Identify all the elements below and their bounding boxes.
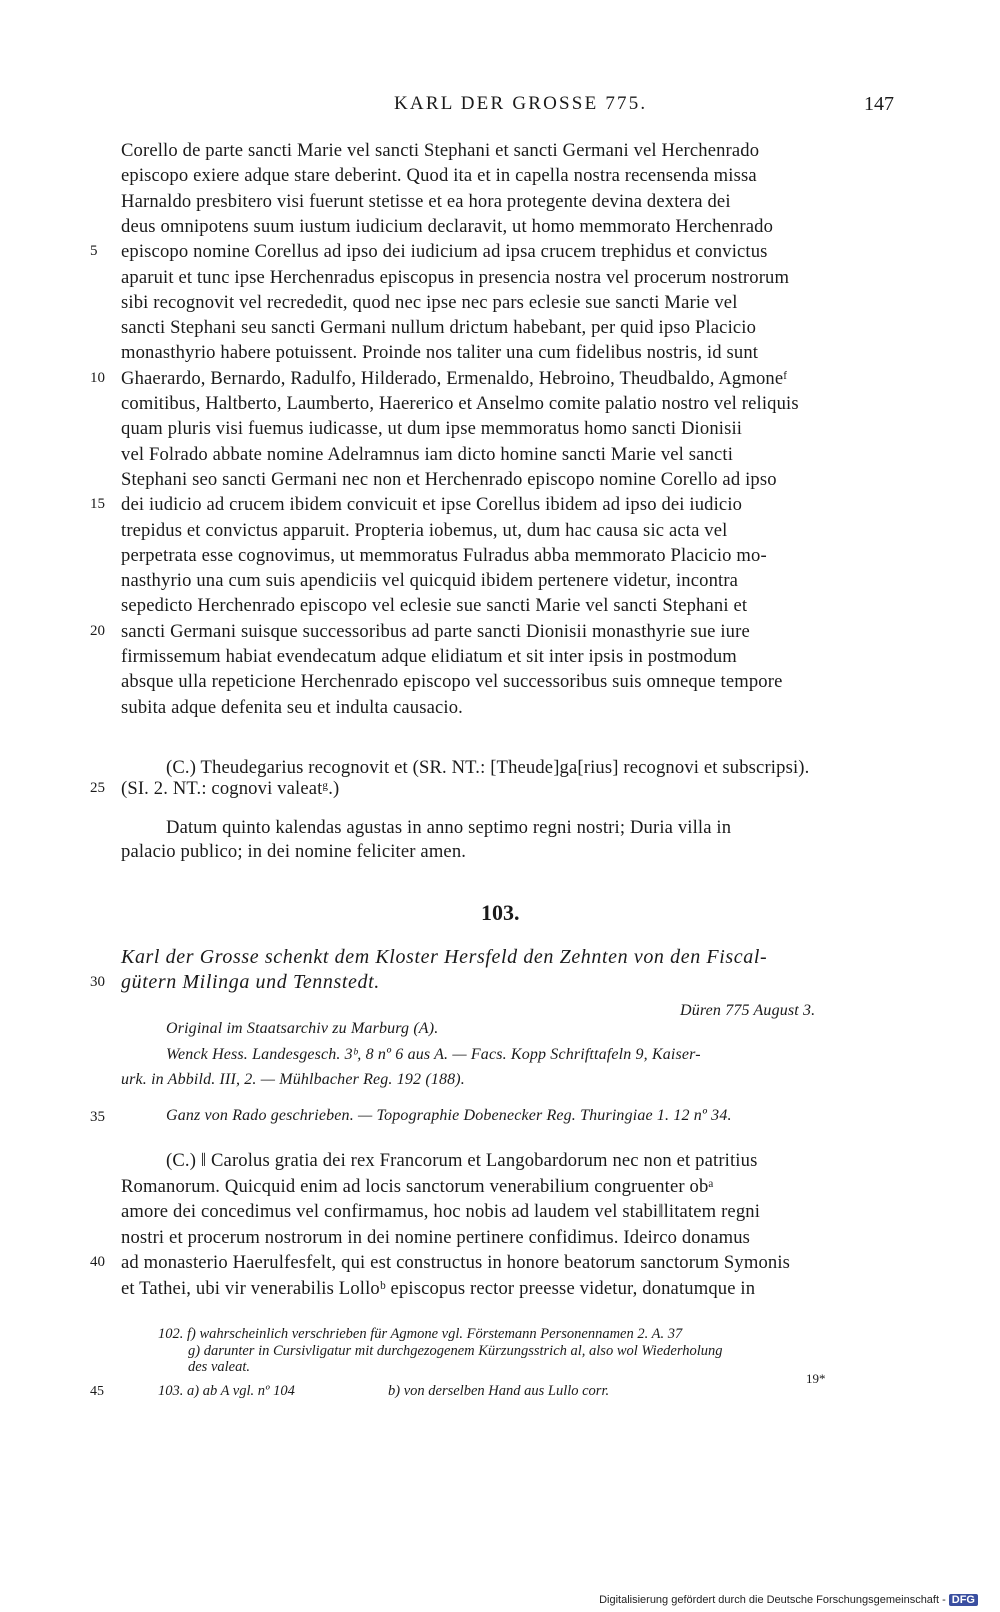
text-line: subita adque defenita seu et indulta causacio. [121,696,463,718]
text-line: comitibus, Haltberto, Laumberto, Haererico et Anselmo comite palatio nostro vel reliquis [121,393,799,414]
dfg-logo: DFG [949,1594,978,1606]
text-line: nasthyrio una cum suis apendiciis vel quicquid ibidem pertenere videtur, incontra [121,570,739,592]
line-number: 20 [90,622,105,639]
line-number: 15 [90,496,105,513]
document-number: 103. [481,900,520,925]
line-number: 30 [90,974,105,990]
line-number: 35 [90,1109,105,1125]
text-line: firmissemum habiat evendecatum adque elidiatum et sit inter ipsis in postmodum [121,646,737,667]
regest-title: gütern Milinga und Tennstedt. [121,971,380,993]
sheet-signature: 19* [806,1371,826,1386]
line-number: 5 [90,243,98,260]
subscription-line: (SI. 2. NT.: cognovi valeatᵍ.) [121,778,340,799]
line-number: 45 [90,1384,104,1399]
text-line: perpetrata esse cognovimus, ut memmoratus Fulradus abba memmorato Placicio mo- [121,544,767,566]
subscription-line: (C.) Theudegarius recognovit et (SR. NT.: [Theude]ga[rius] recognovi et subscripsi). [166,757,810,778]
regest-title: Karl der Grosse schenkt dem Kloster Hersfeld den Zehnten von den Fiscal- [121,946,768,968]
text-line: dei iudicio ad crucem ibidem convicuit et ipse Corellus ibidem ad ipso dei iudicio [121,494,743,516]
footnote: b) von derselben Hand aus Lullo corr. [388,1383,610,1399]
text-line: monasthyrio habere potuissent. Proinde nos taliter una cum fidelibus nostris, id sunt [121,342,759,364]
footnote: 102. f) wahrscheinlich verschrieben für Agmone vgl. Förstemann Personennamen 2. A. 37 [158,1326,683,1342]
text-line: sibi recognovit vel recrededit, quod nec ipse nec pars eclesie sue sancti Marie vel [121,291,738,313]
footnote: des valeat. [188,1359,251,1375]
text-line: deus omnipotens suum iustum iudicium declaravit, ut homo memmorato Herchenrado [121,215,774,237]
text-line: sancti Germani suisque successoribus ad parte sancti Dionisii monasthyrie sue iure [121,620,750,642]
text-line: sancti Stephani seu sancti Germani nullum drictum habebant, per quid ipso Placicio [121,317,757,339]
text-line: sepedicto Herchenrado episcopo vel eclesie sue sancti Marie vel sancti Stephani et [121,595,748,617]
footnote: 103. a) ab A vgl. nº 104 [158,1383,295,1399]
text-line: Stephani seo sancti Germani nec non et Herchenrado episcopo nomine Corello ad ipso [121,468,777,490]
charter-line: et Tathei, ubi vir venerabilis Lolloᵇ episcopus rector preesse videtur, donatumque in [121,1278,756,1299]
charter-line: (C.) ‖ Carolus gratia dei rex Francorum et Langobardorum nec non et patritius [166,1150,758,1171]
dating-clause: palacio publico; in dei nomine feliciter amen. [121,841,467,862]
dating-clause: Datum quinto kalendas agustas in anno septimo regni nostri; Duria villa in [166,817,732,838]
running-title: KARL DER GROSSE 775. [394,93,648,114]
page-number: 147 [864,93,894,115]
text-line: aparuit et tunc ipse Herchenradus episcopus in presencia nostra vel procerum nostrorum [121,266,790,288]
text-line: vel Folrado abbate nomine Adelramnus iam dicto homine sancti Marie vel sancti [121,443,734,465]
charter-line: amore dei concedimus vel confirmamus, hoc nobis ad laudem vel stabi‖litatem regni [121,1201,761,1223]
digitization-credit: Digitalisierung gefördert durch die Deutsche Forschungsgemeinschaft - DFG [599,1594,978,1606]
text-line: quam pluris visi fuemus iudicasse, ut dum ipse memmoratus homo sancti Dionisii [121,418,743,440]
apparatus-line: Ganz von Rado geschrieben. — Topographie Dobenecker Reg. Thuringiae 1. 12 nº 34. [166,1107,732,1124]
apparatus-line: Original im Staatsarchiv zu Marburg (A). [166,1020,439,1037]
footnote: g) darunter in Cursivligatur mit durchgezogenem Kürzungsstrich al, also wol Wiederholung [188,1343,723,1359]
line-number: 10 [90,369,105,386]
text-line: Harnaldo presbitero visi fuerunt stetisse et ea hora protegente devina dextera dei [121,190,731,212]
text-line: episcopo nomine Corellus ad ipso dei iudicium ad ipsa crucem trephidus et convictus [121,241,768,263]
text-line: absque ulla repeticione Herchenrado episcopo vel successoribus suis omneque tempore [121,671,783,693]
apparatus-line: urk. in Abbild. III, 2. — Mühlbacher Reg. 192 (188). [121,1071,465,1088]
apparatus-line: Wenck Hess. Landesgesch. 3ᵇ, 8 nº 6 aus A. — Facs. Kopp Schrifttafeln 9, Kaiser- [166,1046,701,1063]
line-number: 25 [90,780,105,796]
text-line: episcopo exiere adque stare deberint. Quod ita et in capella nostra recensenda missa [121,165,757,187]
line-number: 40 [90,1254,105,1271]
text-line: Ghaerardo, Bernardo, Radulfo, Hilderado, Ermenaldo, Hebroino, Theudbaldo, Agmoneᶠ [121,367,788,389]
charter-line: ad monasterio Haerulfesfelt, qui est constructus in honore beatorum sanctorum Symonis [121,1252,791,1274]
text-line: trepidus et convictus apparuit. Propteria iobemus, ut, dum hac causa sic acta vel [121,519,728,541]
charter-line: nostri et procerum nostrorum in dei nomine pertinere confidimus. Ideirco donamus [121,1226,751,1248]
charter-line: Romanorum. Quicquid enim ad locis sanctorum venerabilium congruenter obᵃ [121,1175,714,1197]
text-line: Corello de parte sancti Marie vel sancti Stephani et sancti Germani vel Herchenrado [121,140,760,161]
place-date: Düren 775 August 3. [680,1002,816,1019]
